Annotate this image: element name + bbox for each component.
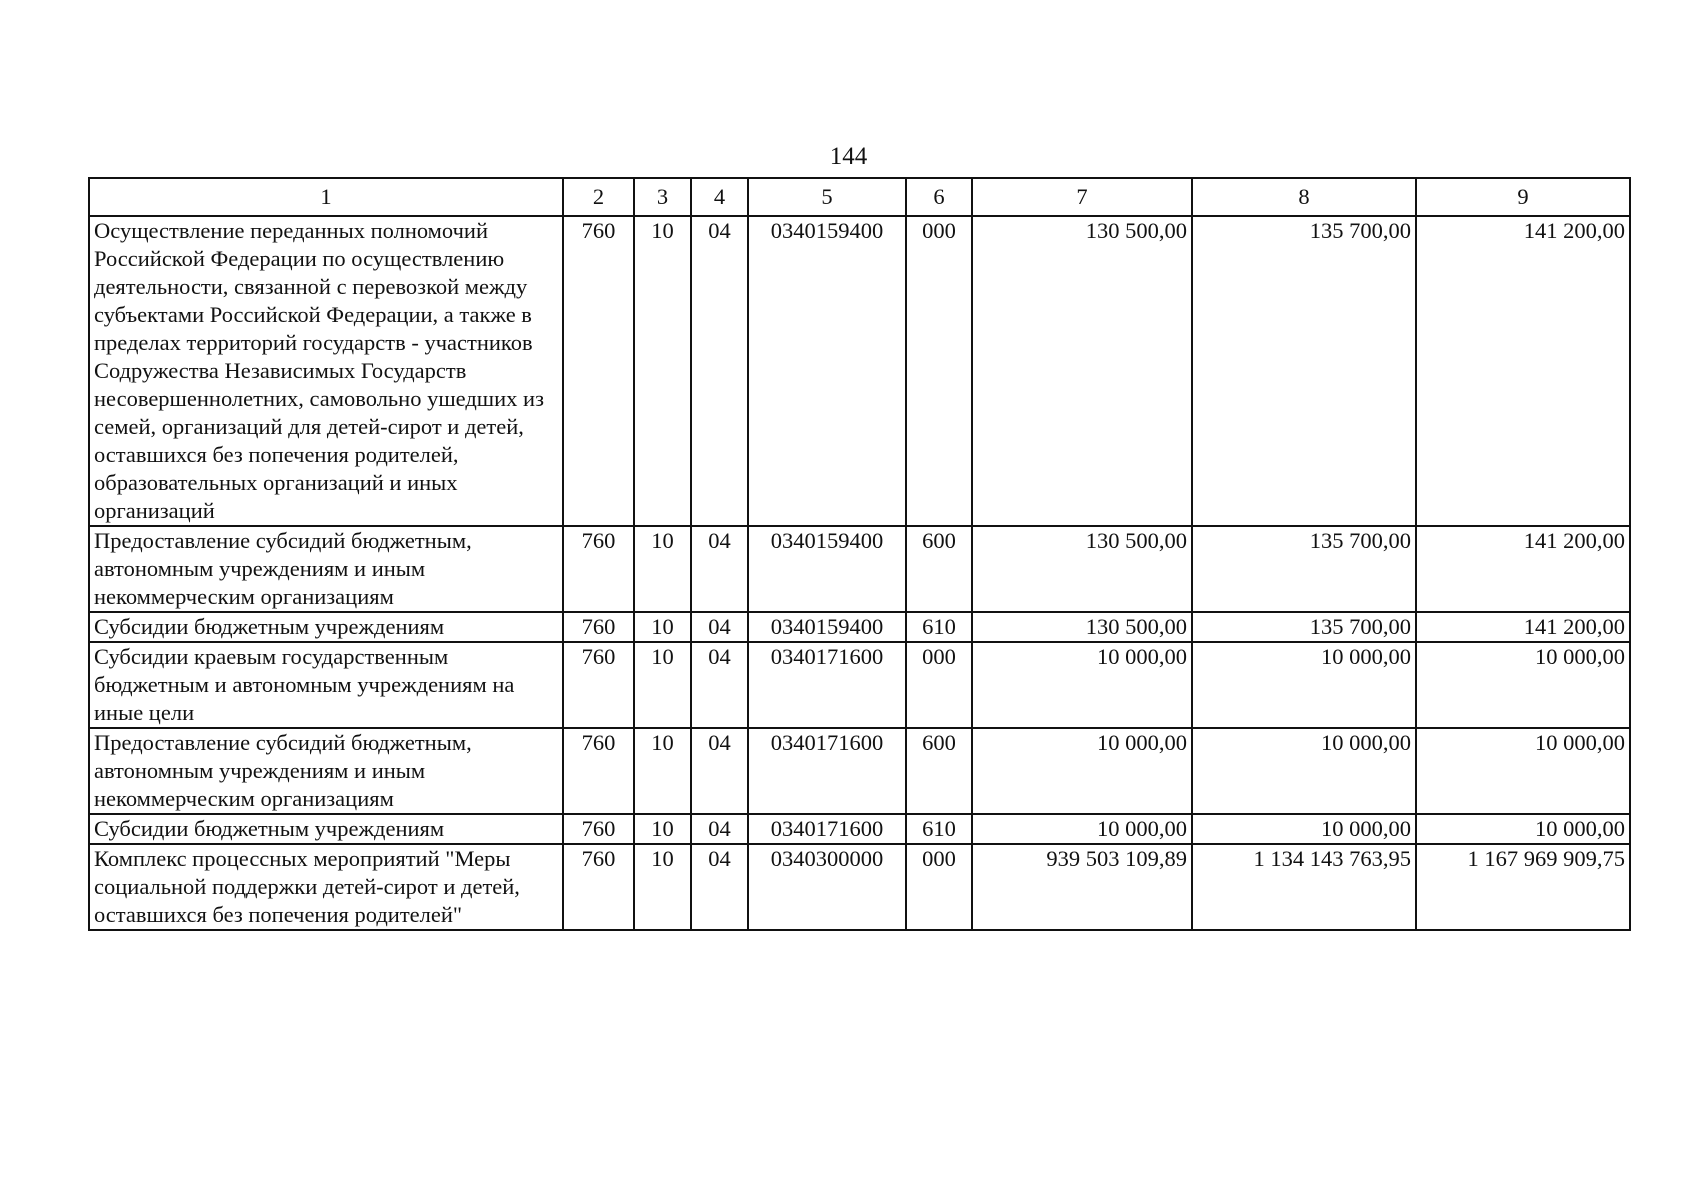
column-header-6: 6 (906, 178, 972, 216)
column-header-3: 3 (634, 178, 691, 216)
code-subsection: 04 (691, 728, 748, 814)
column-header-4: 4 (691, 178, 748, 216)
amount-col-9: 141 200,00 (1416, 216, 1630, 526)
code-expense-type: 610 (906, 814, 972, 844)
code-section: 10 (634, 844, 691, 930)
table-row (89, 216, 1630, 526)
amount-col-7: 939 503 109,89 (972, 844, 1192, 930)
code-target: 0340159400 (748, 526, 906, 612)
code-target: 0340171600 (748, 642, 906, 728)
code-target: 0340300000 (748, 844, 906, 930)
code-admin: 760 (563, 844, 634, 930)
table-row (89, 814, 1630, 844)
code-expense-type: 600 (906, 526, 972, 612)
code-admin: 760 (563, 526, 634, 612)
code-section: 10 (634, 526, 691, 612)
code-expense-type: 610 (906, 612, 972, 642)
amount-col-7: 10 000,00 (972, 728, 1192, 814)
code-section: 10 (634, 728, 691, 814)
code-target: 0340159400 (748, 612, 906, 642)
code-expense-type: 000 (906, 216, 972, 526)
table-row (89, 844, 1630, 930)
code-section: 10 (634, 642, 691, 728)
amount-col-8: 135 700,00 (1192, 216, 1416, 526)
amount-col-9: 10 000,00 (1416, 728, 1630, 814)
row-name: Предоставление субсидий бюджетным, автономным учреждениям и иным некоммерческим организациям (89, 728, 563, 814)
amount-col-9: 141 200,00 (1416, 612, 1630, 642)
row-name: Субсидии краевым государственным бюджетным и автономным учреждениям на иные цели (89, 642, 563, 728)
code-subsection: 04 (691, 844, 748, 930)
code-section: 10 (634, 814, 691, 844)
row-name: Комплекс процессных мероприятий "Меры социальной поддержки детей-сирот и детей, оставшихся без попечения родителей" (89, 844, 563, 930)
amount-col-9: 10 000,00 (1416, 814, 1630, 844)
amount-col-8: 10 000,00 (1192, 814, 1416, 844)
code-subsection: 04 (691, 612, 748, 642)
code-admin: 760 (563, 814, 634, 844)
column-header-2: 2 (563, 178, 634, 216)
code-admin: 760 (563, 728, 634, 814)
code-admin: 760 (563, 612, 634, 642)
code-admin: 760 (563, 642, 634, 728)
amount-col-7: 10 000,00 (972, 642, 1192, 728)
code-subsection: 04 (691, 642, 748, 728)
table-row (89, 526, 1630, 612)
code-target: 0340171600 (748, 814, 906, 844)
table-row (89, 728, 1630, 814)
amount-col-9: 141 200,00 (1416, 526, 1630, 612)
table-row (89, 642, 1630, 728)
row-name: Осуществление переданных полномочий Российской Федерации по осуществлению деятельности, связанной с перевозкой между субъектами Российской Федерации, а также в пределах территорий государств - участников Содружества Независимых Государств несовершеннолетних, самовольно ушедших из семей, организаций для детей-сирот и детей, оставшихся без попечения родителей, образовательных организаций и иных организаций (89, 216, 563, 526)
code-subsection: 04 (691, 216, 748, 526)
code-target: 0340159400 (748, 216, 906, 526)
amount-col-8: 1 134 143 763,95 (1192, 844, 1416, 930)
amount-col-9: 10 000,00 (1416, 642, 1630, 728)
amount-col-7: 10 000,00 (972, 814, 1192, 844)
row-name: Предоставление субсидий бюджетным, автономным учреждениям и иным некоммерческим организациям (89, 526, 563, 612)
amount-col-7: 130 500,00 (972, 216, 1192, 526)
amount-col-8: 10 000,00 (1192, 728, 1416, 814)
table-row (89, 612, 1630, 642)
code-expense-type: 600 (906, 728, 972, 814)
column-header-1: 1 (89, 178, 563, 216)
column-header-7: 7 (972, 178, 1192, 216)
amount-col-8: 10 000,00 (1192, 642, 1416, 728)
amount-col-7: 130 500,00 (972, 526, 1192, 612)
page-number: 144 (829, 143, 868, 170)
code-expense-type: 000 (906, 844, 972, 930)
budget-table (88, 177, 1631, 931)
row-name: Субсидии бюджетным учреждениям (89, 612, 563, 642)
header-row (89, 178, 1630, 216)
column-header-9: 9 (1416, 178, 1630, 216)
code-subsection: 04 (691, 814, 748, 844)
code-section: 10 (634, 612, 691, 642)
amount-col-8: 135 700,00 (1192, 612, 1416, 642)
code-expense-type: 000 (906, 642, 972, 728)
code-subsection: 04 (691, 526, 748, 612)
column-header-5: 5 (748, 178, 906, 216)
code-target: 0340171600 (748, 728, 906, 814)
row-name: Субсидии бюджетным учреждениям (89, 814, 563, 844)
amount-col-8: 135 700,00 (1192, 526, 1416, 612)
code-admin: 760 (563, 216, 634, 526)
column-header-8: 8 (1192, 178, 1416, 216)
code-section: 10 (634, 216, 691, 526)
amount-col-9: 1 167 969 909,75 (1416, 844, 1630, 930)
amount-col-7: 130 500,00 (972, 612, 1192, 642)
